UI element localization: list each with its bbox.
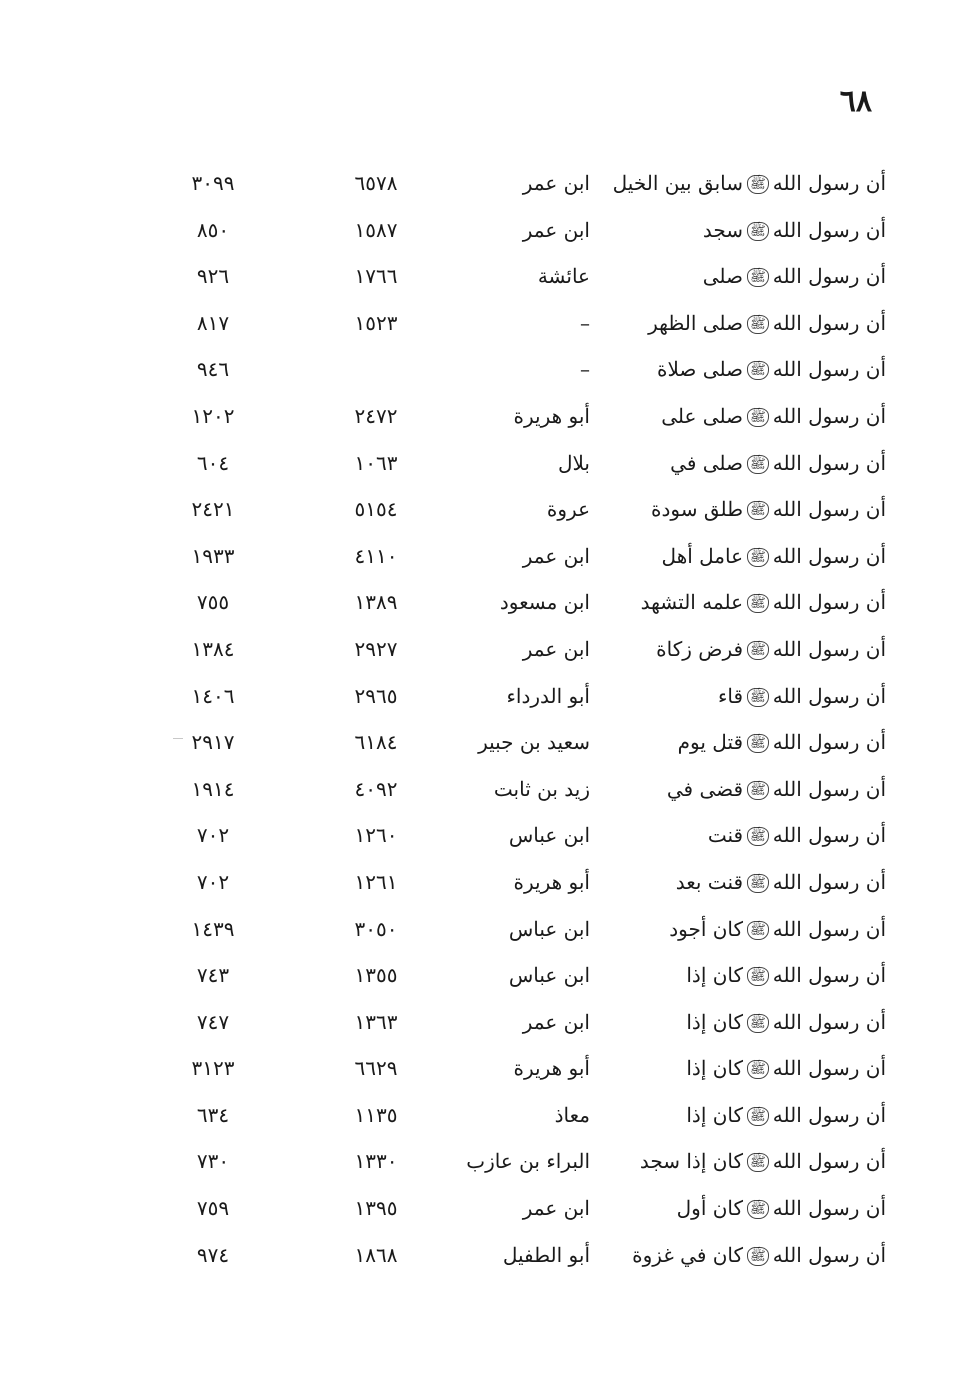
reference-number: ٩٧٤ — [196, 1242, 230, 1267]
index-row — [0, 1045, 958, 1092]
index-row — [0, 393, 958, 440]
phrase-text: كان أول — [676, 1196, 744, 1221]
index-row — [0, 440, 958, 487]
hadith-number: ٤١١٠ — [354, 543, 398, 568]
salutation-glyph: ﷺ — [747, 455, 769, 474]
phrase-prefix: أن رسول الله — [772, 823, 886, 848]
hadith-number: ٢٩٦٥ — [354, 683, 398, 708]
index-row — [0, 579, 958, 626]
phrase-text: كان إذا سجد — [639, 1149, 744, 1174]
salutation-glyph: ﷺ — [747, 1247, 769, 1266]
narrator: أبو الدرداء — [506, 683, 590, 708]
salutation-glyph: ﷺ — [747, 734, 769, 753]
phrase-text: كان أجود — [669, 916, 744, 941]
hadith-opening-phrase — [566, 719, 886, 766]
hadith-opening-phrase — [566, 1092, 886, 1139]
narrator: أبو هريرة — [513, 869, 590, 894]
hadith-opening-phrase — [566, 160, 886, 207]
phrase-text: صلى صلاة — [657, 357, 744, 382]
hadith-opening-phrase — [566, 999, 886, 1046]
reference-number: ٨١٧ — [196, 310, 230, 335]
salutation-glyph: ﷺ — [747, 1200, 769, 1219]
phrase-prefix: أن رسول الله — [772, 1149, 886, 1174]
narrator: ابن عمر — [522, 636, 590, 661]
narrator: ابن عمر — [522, 1196, 590, 1221]
hadith-number: ١٣٩٥ — [354, 1196, 398, 1221]
narrator: البراء بن عازب — [466, 1149, 590, 1174]
hadith-opening-phrase — [566, 626, 886, 673]
index-row — [0, 207, 958, 254]
hadith-opening-phrase — [566, 812, 886, 859]
phrase-text: قتل يوم — [677, 730, 744, 755]
reference-number: ٩٢٦ — [196, 264, 230, 289]
salutation-glyph: ﷺ — [747, 175, 769, 194]
phrase-text: قاء — [717, 683, 744, 708]
narrator: ابن مسعود — [499, 590, 590, 615]
narrator: سعيد بن جبير — [478, 730, 590, 755]
phrase-text: فرض زكاة — [656, 636, 744, 661]
reference-number: ١٤٠٦ — [191, 683, 235, 708]
reference-number: ٩٤٦ — [196, 357, 230, 382]
phrase-text: طلق سودة — [650, 497, 744, 522]
hadith-opening-phrase — [566, 1185, 886, 1232]
reference-number: ٧٥٩ — [196, 1196, 230, 1221]
phrase-text: قنت بعد — [675, 869, 744, 894]
narrator: ابن عمر — [522, 543, 590, 568]
hadith-opening-phrase — [566, 952, 886, 999]
reference-number: ٨٥٠ — [196, 217, 230, 242]
phrase-prefix: أن رسول الله — [772, 310, 886, 335]
phrase-text: كان إذا — [686, 963, 744, 988]
phrase-prefix: أن رسول الله — [772, 963, 886, 988]
phrase-text: كان إذا — [686, 1009, 744, 1034]
index-row — [0, 160, 958, 207]
phrase-text: عامل أهل — [661, 543, 744, 568]
hadith-number: ١٣٣٠ — [354, 1149, 398, 1174]
reference-number: ٧٥٥ — [196, 590, 230, 615]
phrase-prefix: أن رسول الله — [772, 543, 886, 568]
hadith-opening-phrase — [566, 253, 886, 300]
phrase-prefix: أن رسول الله — [772, 776, 886, 801]
phrase-text: كان إذا — [686, 1056, 744, 1081]
hadith-opening-phrase — [566, 579, 886, 626]
hadith-opening-phrase — [566, 766, 886, 813]
hadith-opening-phrase — [566, 1138, 886, 1185]
index-row — [0, 1185, 958, 1232]
index-row — [0, 673, 958, 720]
index-row — [0, 253, 958, 300]
phrase-text: صلى — [702, 264, 744, 289]
phrase-prefix: أن رسول الله — [772, 1056, 886, 1081]
phrase-text: سابق بين الخيل — [612, 171, 744, 195]
salutation-glyph: ﷺ — [747, 268, 769, 287]
hadith-opening-phrase — [566, 440, 886, 487]
narrator: ابن عمر — [522, 171, 590, 195]
index-row — [0, 300, 958, 347]
salutation-glyph: ﷺ — [747, 408, 769, 427]
narrator: زيد بن ثابت — [493, 776, 590, 801]
phrase-prefix: أن رسول الله — [772, 217, 886, 242]
narrator: – — [580, 310, 590, 335]
reference-number: ٧٤٧ — [196, 1009, 230, 1034]
hadith-number: ١١٣٥ — [354, 1102, 398, 1127]
hadith-opening-phrase — [566, 533, 886, 580]
phrase-prefix: أن رسول الله — [772, 1242, 886, 1267]
hadith-opening-phrase — [566, 906, 886, 953]
narrator: أبو هريرة — [513, 403, 590, 428]
index-row — [0, 1232, 958, 1279]
hadith-number: ١٨٦٨ — [354, 1242, 398, 1267]
salutation-glyph: ﷺ — [747, 827, 769, 846]
page-number: ٦٨ — [839, 84, 872, 119]
hadith-number: ٦١٨٤ — [354, 730, 398, 755]
phrase-prefix: أن رسول الله — [772, 683, 886, 708]
phrase-prefix: أن رسول الله — [772, 264, 886, 289]
narrator: معاذ — [554, 1102, 590, 1127]
phrase-text: علمه التشهد — [640, 590, 744, 615]
hadith-number: ٢٤٧٢ — [354, 403, 398, 428]
index-row — [0, 486, 958, 533]
hadith-number: ١٥٢٣ — [354, 310, 398, 335]
hadith-number: ٦٦٢٩ — [354, 1056, 398, 1081]
reference-number: ٦٠٤ — [196, 450, 230, 475]
salutation-glyph: ﷺ — [747, 1014, 769, 1033]
reference-number: ٦٣٤ — [196, 1102, 230, 1127]
phrase-text: سجد — [702, 217, 744, 242]
reference-number: ٧٠٢ — [196, 869, 230, 894]
hadith-index-table — [0, 160, 958, 1278]
narrator: أبو هريرة — [513, 1056, 590, 1081]
hadith-opening-phrase — [566, 393, 886, 440]
phrase-text: قضى في — [666, 776, 744, 801]
hadith-number: ١٠٦٣ — [354, 450, 398, 475]
hadith-number: ٦٥٧٨ — [354, 171, 398, 195]
reference-number: ٣٠٩٩ — [191, 171, 235, 195]
narrator: عائشة — [537, 264, 590, 289]
phrase-text: قنت — [707, 823, 744, 848]
reference-number: ١٤٣٩ — [191, 916, 235, 941]
index-row — [0, 346, 958, 393]
phrase-prefix: أن رسول الله — [772, 730, 886, 755]
hadith-number: ١٣٦٣ — [354, 1009, 398, 1034]
narrator: – — [580, 357, 590, 382]
hadith-number: ١٢٦١ — [354, 869, 398, 894]
salutation-glyph: ﷺ — [747, 501, 769, 520]
phrase-text: صلى في — [670, 450, 744, 475]
reference-number: ٢٤٢١ — [191, 497, 235, 522]
phrase-prefix: أن رسول الله — [772, 450, 886, 475]
hadith-opening-phrase — [566, 1232, 886, 1279]
phrase-prefix: أن رسول الله — [772, 636, 886, 661]
hadith-number: ٢٩٢٧ — [354, 636, 398, 661]
reference-number: ٢٩١٧ — [191, 730, 235, 755]
narrator: ابن عباس — [508, 963, 590, 988]
reference-number: ١٩١٤ — [191, 776, 235, 801]
reference-number: ٧٤٣ — [196, 963, 230, 988]
index-row — [0, 1092, 958, 1139]
hadith-number — [306, 346, 446, 393]
salutation-glyph: ﷺ — [747, 781, 769, 800]
hadith-number: ٥١٥٤ — [354, 497, 398, 522]
phrase-prefix: أن رسول الله — [772, 1196, 886, 1221]
salutation-glyph: ﷺ — [747, 1107, 769, 1126]
narrator: ابن عباس — [508, 916, 590, 941]
reference-number: ١٢٠٢ — [191, 403, 235, 428]
narrator: عروة — [546, 497, 590, 522]
phrase-prefix: أن رسول الله — [772, 916, 886, 941]
narrator: أبو الطفيل — [502, 1242, 590, 1267]
index-row — [0, 626, 958, 673]
salutation-glyph: ﷺ — [747, 688, 769, 707]
reference-number: ١٣٨٤ — [191, 636, 235, 661]
reference-number: ٧٠٢ — [196, 823, 230, 848]
phrase-text: كان في غزوة — [632, 1242, 744, 1267]
hadith-number: ١٣٨٩ — [354, 590, 398, 615]
salutation-glyph: ﷺ — [747, 594, 769, 613]
index-row — [0, 812, 958, 859]
index-row — [0, 533, 958, 580]
phrase-prefix: أن رسول الله — [772, 497, 886, 522]
hadith-opening-phrase — [566, 300, 886, 347]
hadith-number: ٣٠٥٠ — [354, 916, 398, 941]
salutation-glyph: ﷺ — [747, 1153, 769, 1172]
phrase-prefix: أن رسول الله — [772, 590, 886, 615]
phrase-prefix: أن رسول الله — [772, 1102, 886, 1127]
reference-number: ٧٣٠ — [196, 1149, 230, 1174]
hadith-number: ١٢٦٠ — [354, 823, 398, 848]
index-row — [0, 859, 958, 906]
hadith-number: ٤٠٩٢ — [354, 776, 398, 801]
salutation-glyph: ﷺ — [747, 1060, 769, 1079]
index-row — [0, 719, 958, 766]
index-row — [0, 906, 958, 953]
hadith-opening-phrase — [566, 346, 886, 393]
hadith-number: ١٣٥٥ — [354, 963, 398, 988]
narrator: بلال — [557, 450, 590, 475]
index-row — [0, 999, 958, 1046]
hadith-number: ١٧٦٦ — [354, 264, 398, 289]
phrase-prefix: أن رسول الله — [772, 357, 886, 382]
hadith-opening-phrase — [566, 673, 886, 720]
narrator: ابن عباس — [508, 823, 590, 848]
phrase-prefix: أن رسول الله — [772, 869, 886, 894]
phrase-prefix: أن رسول الله — [772, 403, 886, 428]
index-row — [0, 1138, 958, 1185]
salutation-glyph: ﷺ — [747, 222, 769, 241]
salutation-glyph: ﷺ — [747, 967, 769, 986]
index-row — [0, 952, 958, 999]
hadith-opening-phrase — [566, 1045, 886, 1092]
narrator: ابن عمر — [522, 217, 590, 242]
reference-number: ٣١٢٣ — [191, 1056, 235, 1081]
hadith-number: ١٥٨٧ — [354, 217, 398, 242]
salutation-glyph: ﷺ — [747, 874, 769, 893]
index-row — [0, 766, 958, 813]
phrase-text: صلى الظهر — [648, 310, 744, 335]
salutation-glyph: ﷺ — [747, 315, 769, 334]
salutation-glyph: ﷺ — [747, 361, 769, 380]
hadith-opening-phrase — [566, 486, 886, 533]
phrase-text: كان إذا — [686, 1102, 744, 1127]
phrase-prefix: أن رسول الله — [772, 171, 886, 195]
hadith-opening-phrase — [566, 859, 886, 906]
hadith-opening-phrase — [566, 207, 886, 254]
phrase-prefix: أن رسول الله — [772, 1009, 886, 1034]
narrator: ابن عمر — [522, 1009, 590, 1034]
reference-number: ١٩٣٣ — [191, 543, 235, 568]
salutation-glyph: ﷺ — [747, 921, 769, 940]
phrase-text: صلى على — [661, 403, 744, 428]
salutation-glyph: ﷺ — [747, 548, 769, 567]
salutation-glyph: ﷺ — [747, 641, 769, 660]
